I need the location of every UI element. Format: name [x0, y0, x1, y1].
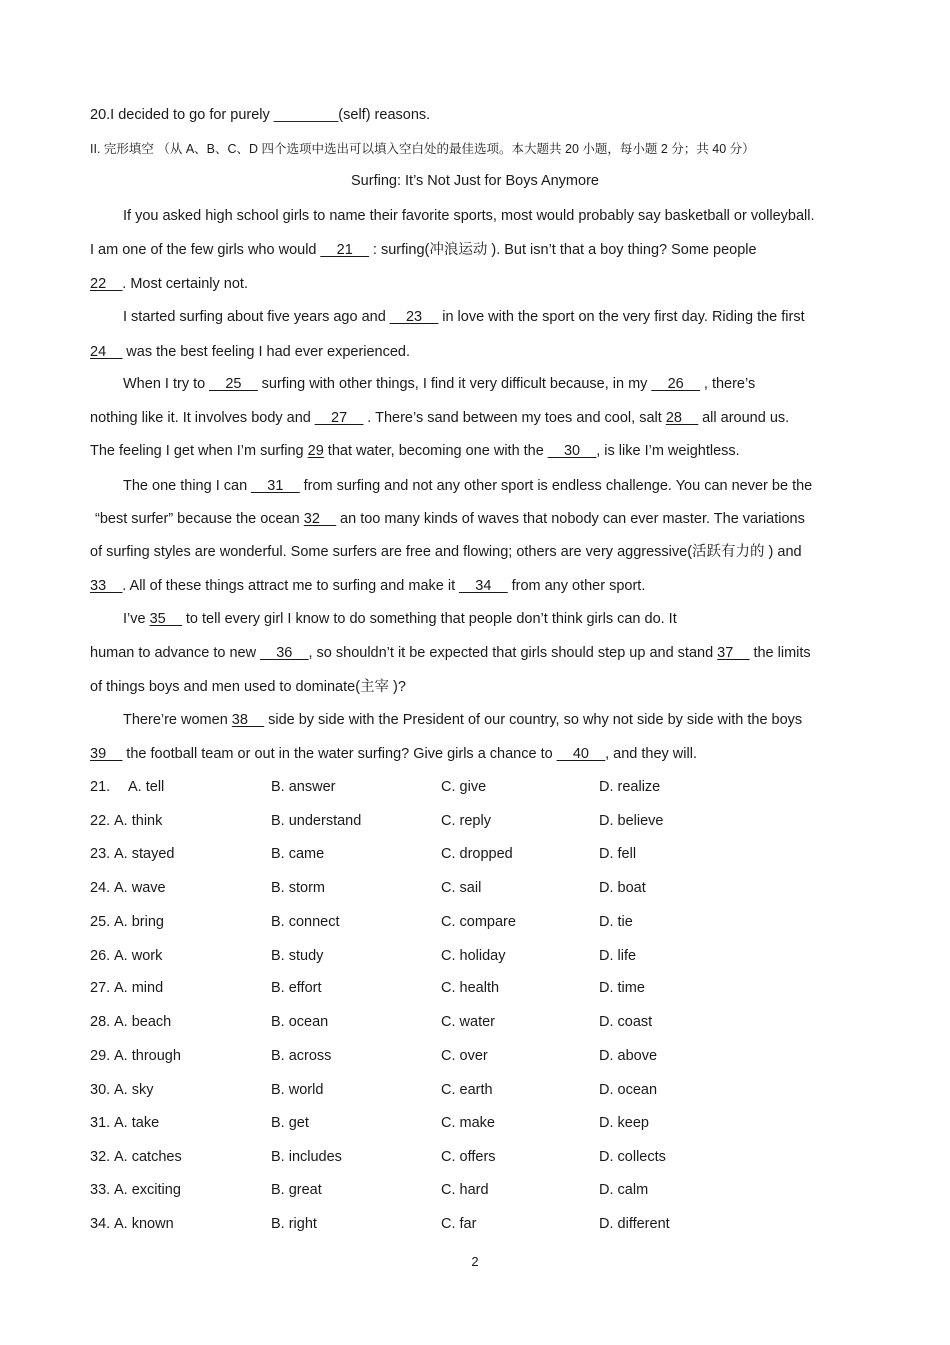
option-d: D. realize: [599, 779, 661, 795]
option-b: B. connect: [271, 914, 340, 930]
text-segment: , and they will.: [605, 746, 697, 762]
blank-33: 33__: [90, 578, 123, 594]
option-number: 26.: [90, 948, 111, 964]
option-a: A. through: [114, 1048, 181, 1064]
option-d: D. believe: [599, 813, 664, 829]
option-number: 30.: [90, 1082, 111, 1098]
blank-34: __34__: [459, 578, 508, 594]
option-d: D. tie: [599, 914, 633, 930]
blank-23: __23__: [389, 309, 439, 325]
option-d: D. time: [599, 980, 645, 996]
option-b: B. includes: [271, 1149, 342, 1165]
text-segment: . Most certainly not.: [122, 276, 248, 292]
option-b: B. effort: [271, 980, 322, 996]
option-c: C. hard: [441, 1182, 489, 1198]
option-number: 34.: [90, 1216, 111, 1232]
text-segment: surfing with other things, I find it very difficult because, in my: [257, 376, 652, 392]
option-b: B. answer: [271, 779, 336, 795]
passage-line: If you asked high school girls to name their favorite sports, most would probably say basketball or volleyball.: [123, 208, 815, 224]
text-segment: “best surfer” because the ocean: [95, 511, 304, 527]
blank-38: 38__: [231, 712, 265, 728]
passage-line: [90, 442, 740, 460]
blank-29: 29: [307, 443, 324, 459]
option-number: 23.: [90, 846, 111, 862]
text-segment: , there’s: [699, 376, 756, 392]
option-c: C. water: [441, 1014, 495, 1030]
option-b: B. get: [271, 1115, 309, 1131]
option-a: A. wave: [114, 880, 166, 896]
text-segment: human to advance to new: [90, 645, 261, 661]
option-d: D. calm: [599, 1182, 649, 1198]
option-number: 21.: [90, 779, 111, 795]
option-a: A. stayed: [114, 846, 175, 862]
option-b: B. storm: [271, 880, 325, 896]
text-segment: . There’s sand between my toes and cool, salt: [363, 410, 666, 426]
option-c: C. earth: [441, 1082, 493, 1098]
option-c: C. reply: [441, 813, 491, 829]
option-d: D. ocean: [599, 1082, 658, 1098]
option-b: B. study: [271, 948, 324, 964]
passage-line: [90, 409, 789, 427]
passage-line: [123, 711, 802, 729]
question-20: 20.I decided to go for purely ________(self) reasons.: [90, 107, 431, 123]
option-c: C. dropped: [441, 846, 513, 862]
text-segment: from surfing and not any other sport is endless challenge. You can never be the: [299, 478, 813, 494]
section-header: II. 完形填空 （从 A、B、C、D 四个选项中选出可以填入空白处的最佳选项。本大题共 20 小题，每小题 2 分；共 40 分）: [90, 142, 755, 156]
option-c: C. make: [441, 1115, 495, 1131]
blank-32: 32__: [303, 511, 337, 527]
option-b: B. came: [271, 846, 325, 862]
text-segment: in love with the sport on the very first day. Riding the first: [438, 309, 805, 325]
option-c: C. holiday: [441, 948, 506, 964]
option-b: B. great: [271, 1182, 322, 1198]
text-segment: from any other sport.: [507, 578, 646, 594]
option-d: D. above: [599, 1048, 658, 1064]
option-number: 22.: [90, 813, 111, 829]
blank-28: 28__: [665, 410, 699, 426]
option-number: 33.: [90, 1182, 111, 1198]
option-d: D. keep: [599, 1115, 649, 1131]
option-a: A. beach: [114, 1014, 172, 1030]
option-a: A. exciting: [114, 1182, 181, 1198]
option-c: C. sail: [441, 880, 482, 896]
page-number: 2: [471, 1254, 479, 1269]
option-c: C. far: [441, 1216, 477, 1232]
blank-39: 39__: [90, 746, 123, 762]
option-c: C. compare: [441, 914, 516, 930]
text-segment: The feeling I get when I’m surfing: [90, 443, 308, 459]
option-number: 25.: [90, 914, 111, 930]
option-d: D. different: [599, 1216, 670, 1232]
option-c: C. offers: [441, 1149, 496, 1165]
option-b: B. across: [271, 1048, 332, 1064]
text-segment: . All of these things attract me to surfing and make it: [122, 578, 460, 594]
passage-line: [90, 241, 757, 259]
blank-40: __40__: [556, 746, 606, 762]
text-segment: to tell every girl I know to do something that people don’t think girls can do. It: [181, 611, 677, 627]
option-number: 24.: [90, 880, 111, 896]
option-a: A. work: [114, 948, 163, 964]
text-segment: the limits: [749, 645, 811, 661]
blank-31: __31__: [251, 478, 300, 494]
text-segment: I’ve: [123, 611, 150, 627]
option-d: D. collects: [599, 1149, 666, 1165]
option-number: 32.: [90, 1149, 111, 1165]
option-number: 28.: [90, 1014, 111, 1030]
passage-line: [123, 610, 677, 628]
text-segment: nothing like it. It involves body and: [90, 410, 315, 426]
option-d: D. boat: [599, 880, 646, 896]
passage-line: [90, 343, 410, 361]
text-segment: : surfing(冲浪运动 ). But isn’t that a boy thing? Some people: [368, 242, 757, 258]
option-a: A. tell: [128, 779, 165, 795]
option-b: B. right: [271, 1216, 317, 1232]
option-a: A. mind: [114, 980, 164, 996]
passage-line: [90, 275, 248, 293]
option-d: D. fell: [599, 846, 637, 862]
text-segment: I started surfing about five years ago and: [123, 309, 390, 325]
blank-35: 35__: [149, 611, 182, 627]
text-segment: an too many kinds of waves that nobody can ever master. The variations: [336, 511, 805, 527]
blank-37: 37__: [717, 645, 750, 661]
option-number: 29.: [90, 1048, 111, 1064]
option-b: B. world: [271, 1082, 324, 1098]
text-segment: I am one of the few girls who would: [90, 242, 321, 258]
option-d: D. coast: [599, 1014, 653, 1030]
blank-24: 24__: [90, 344, 123, 360]
passage-line: [95, 510, 805, 528]
option-number: 27.: [90, 980, 111, 996]
passage-line: of surfing styles are wonderful. Some surfers are free and flowing; others are very aggressive(活跃有力的 ) and: [90, 544, 802, 560]
text-segment: that water, becoming one with the: [323, 443, 548, 459]
text-segment: The one thing I can: [123, 478, 252, 494]
blank-27: __27__: [314, 410, 364, 426]
passage-line: [90, 745, 697, 763]
blank-30: __30__: [547, 443, 597, 459]
option-d: D. life: [599, 948, 637, 964]
passage-line: [123, 308, 805, 326]
option-number: 31.: [90, 1115, 111, 1131]
blank-26: __26__: [651, 376, 700, 392]
text-segment: , is like I’m weightless.: [596, 443, 740, 459]
option-a: A. catches: [114, 1149, 182, 1165]
passage-line: [123, 375, 755, 393]
passage-title: Surfing: It’s Not Just for Boys Anymore: [351, 173, 599, 189]
option-a: A. bring: [114, 914, 164, 930]
text-segment: side by side with the President of our country, so why not side by side with the boys: [264, 712, 803, 728]
passage-line: [90, 644, 811, 662]
blank-25: __25__: [209, 376, 258, 392]
blank-21: __21__: [320, 242, 369, 258]
option-b: B. understand: [271, 813, 362, 829]
passage-line: of things boys and men used to dominate(主宰 )?: [90, 679, 406, 695]
option-a: A. sky: [114, 1082, 154, 1098]
text-segment: When I try to: [123, 376, 210, 392]
blank-36: __36__: [260, 645, 309, 661]
passage-line: [90, 577, 645, 595]
text-segment: was the best feeling I had ever experienced.: [122, 344, 411, 360]
option-a: A. known: [114, 1216, 174, 1232]
option-b: B. ocean: [271, 1014, 329, 1030]
option-a: A. think: [114, 813, 163, 829]
text-segment: There’re women: [123, 712, 232, 728]
text-segment: , so shouldn’t it be expected that girls should step up and stand: [308, 645, 718, 661]
option-c: C. over: [441, 1048, 488, 1064]
blank-22: 22__: [90, 276, 123, 292]
option-c: C. health: [441, 980, 500, 996]
option-c: C. give: [441, 779, 487, 795]
passage-line: [123, 477, 812, 495]
text-segment: the football team or out in the water surfing? Give girls a chance to: [122, 746, 557, 762]
option-a: A. take: [114, 1115, 160, 1131]
text-segment: all around us.: [698, 410, 790, 426]
